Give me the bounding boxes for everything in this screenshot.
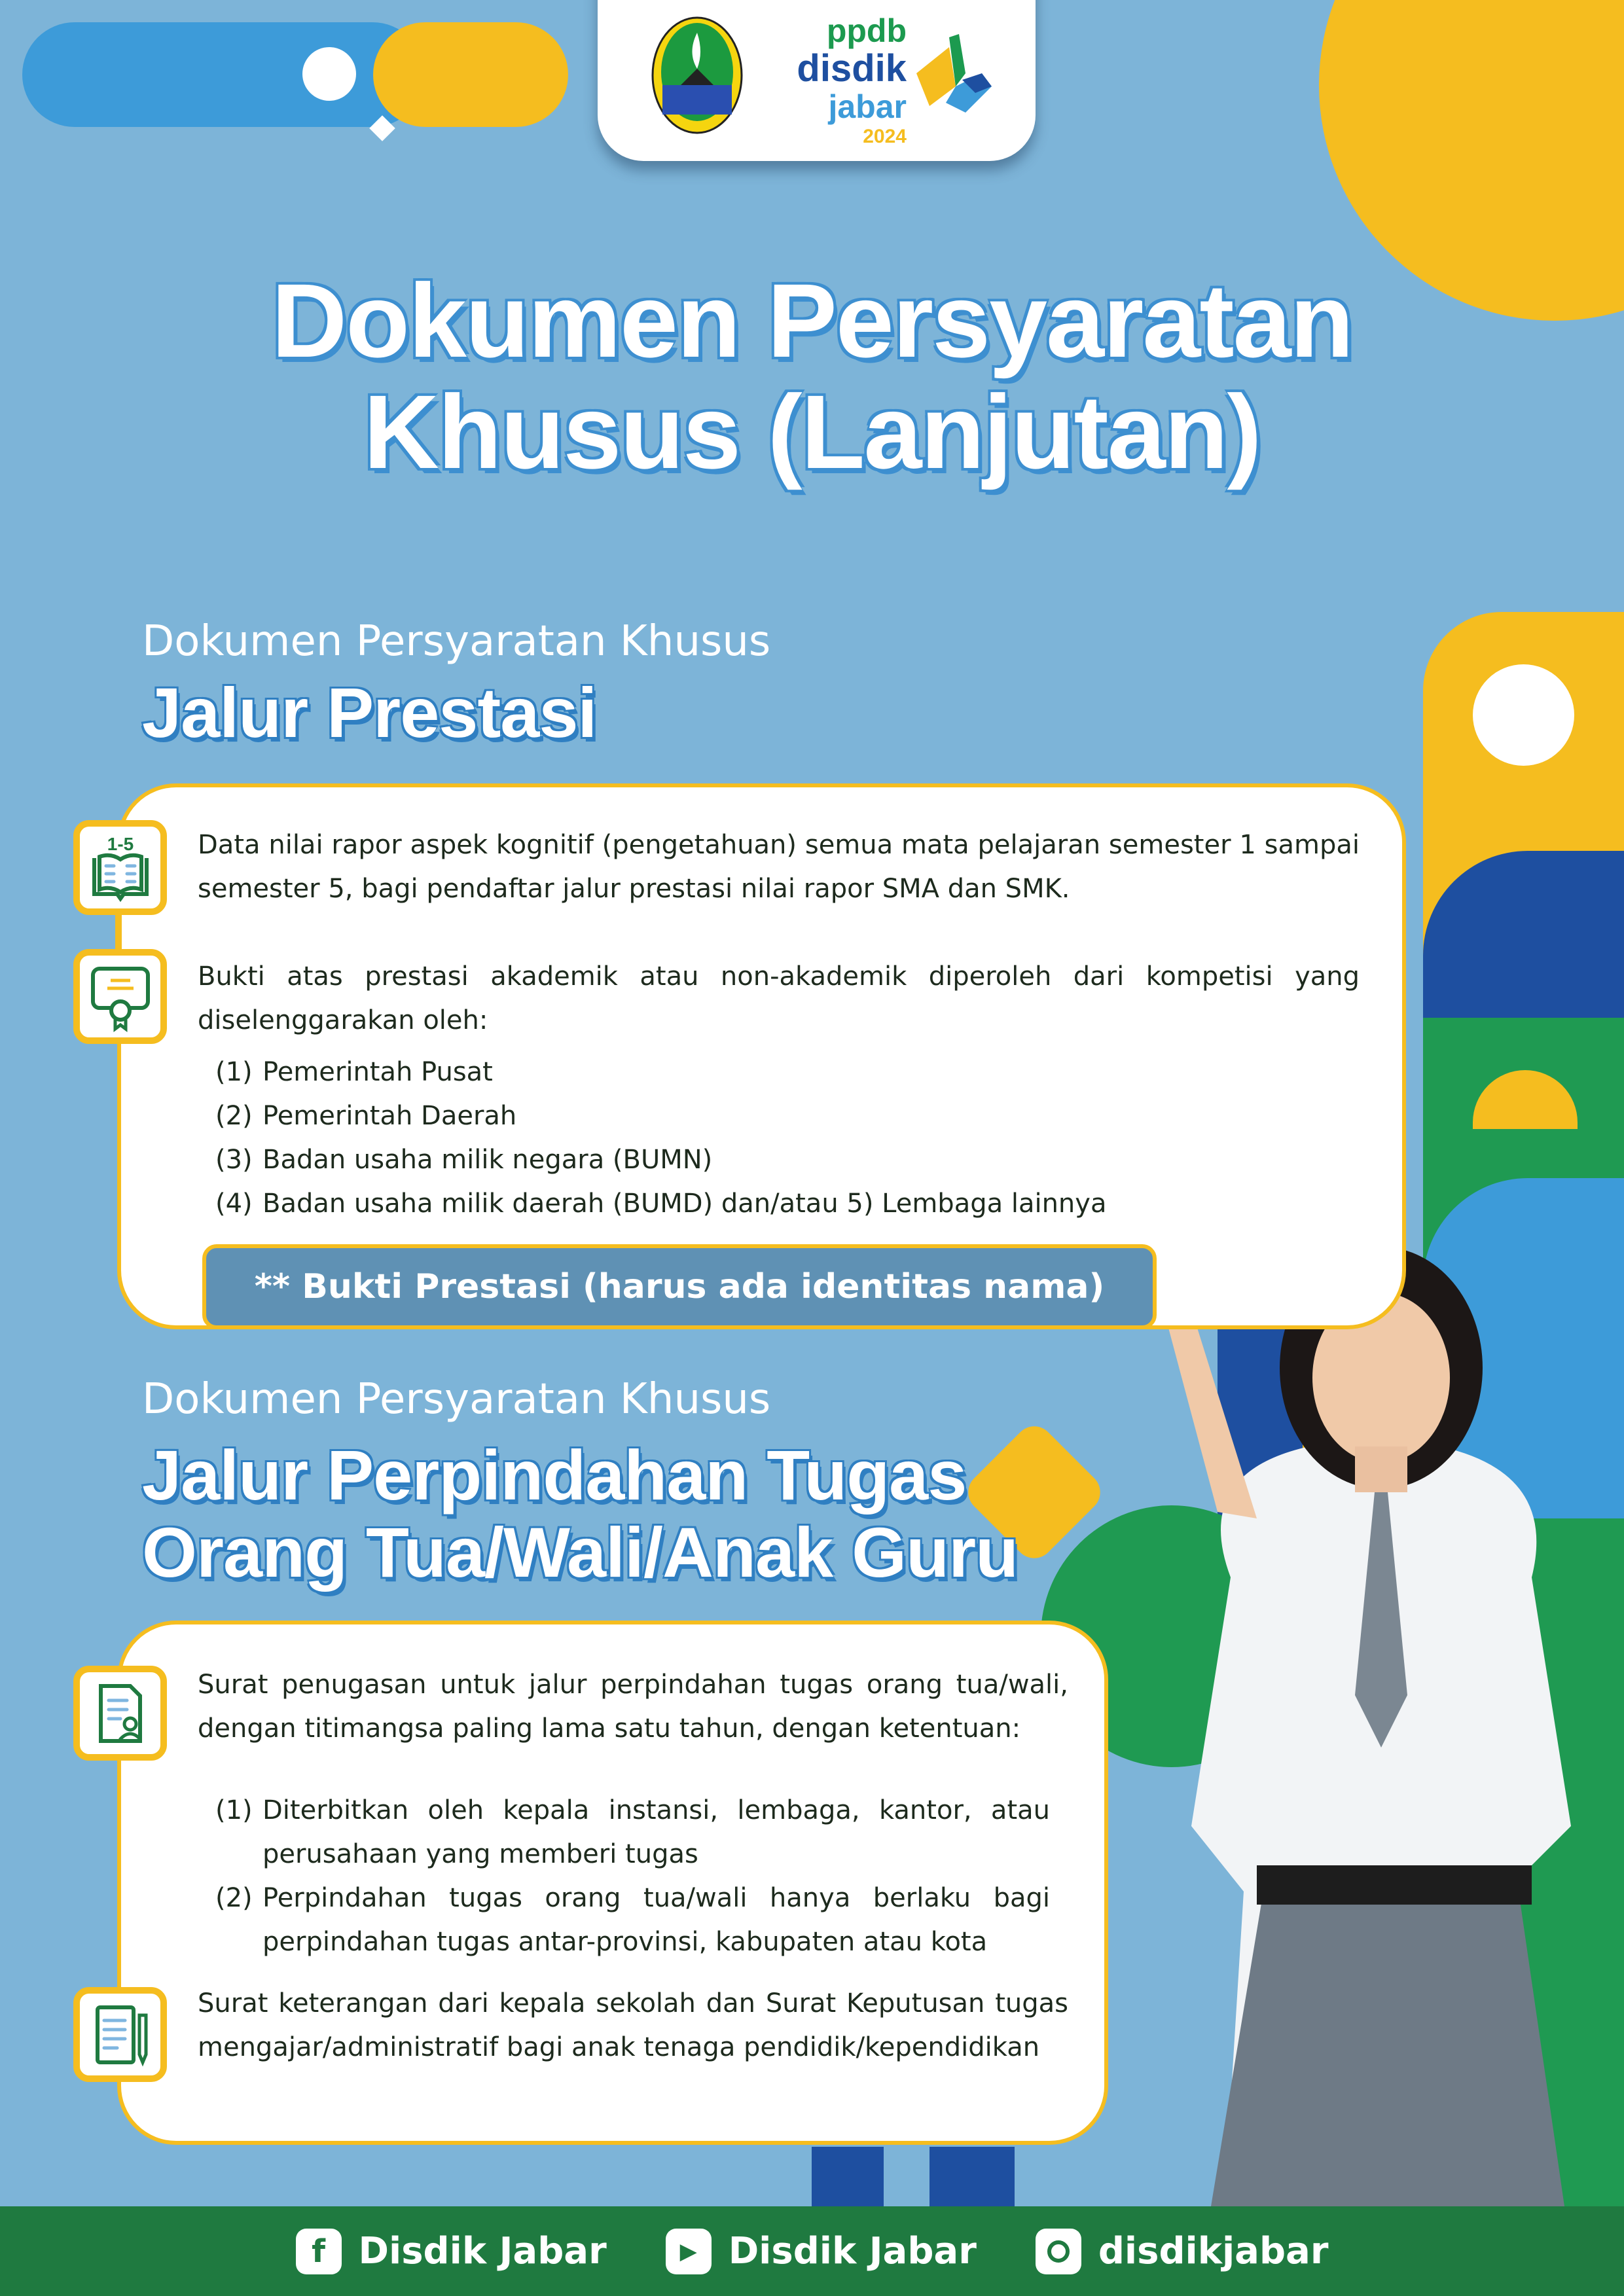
list-text-line2: perpindahan tugas antar-provinsi, kabupaten atau kota — [262, 1927, 988, 1957]
ppdb-logo — [795, 14, 992, 152]
deco-bottom-blocks — [812, 2147, 884, 2212]
deco-yellow-pill — [373, 22, 568, 127]
instagram-label: disdikjabar — [1098, 2230, 1329, 2272]
student-photo — [1113, 1237, 1624, 2206]
section1-item2-line2: diselenggarakan oleh: — [198, 1005, 488, 1035]
list-number: (2) — [215, 1883, 253, 1913]
logo-jabar-text: jabar — [828, 88, 907, 125]
section1-item2-text — [198, 955, 1360, 1043]
list-text-line2: perusahaan yang memberi tugas — [262, 1839, 698, 1869]
social-footer — [0, 2206, 1624, 2296]
list-text: Badan usaha milik daerah (BUMD) dan/atau 5) Lembaga lainnya — [262, 1189, 1107, 1219]
section2-item2-text — [198, 1982, 1068, 2070]
deco-blue-pill — [22, 22, 425, 127]
section2-heading-line1: Jalur Perpindahan Tugas — [142, 1435, 967, 1515]
facebook-link[interactable] — [296, 2229, 607, 2274]
section2-item2-line1: Surat keterangan dari kepala sekolah dan Surat Keputusan tugas — [198, 1988, 1068, 2018]
facebook-label: Disdik Jabar — [358, 2230, 607, 2272]
list-number: (4) — [215, 1189, 253, 1219]
youtube-label: Disdik Jabar — [728, 2230, 977, 2272]
page-title-line1: Dokumen Persyaratan — [271, 262, 1353, 379]
document-pen-icon — [73, 1987, 167, 2082]
section2-item1-line2: dengan titimangsa paling lama satu tahun, dengan ketentuan: — [198, 1713, 1021, 1744]
list-number: (1) — [215, 1057, 253, 1087]
deco-bottom-blocks-2 — [929, 2147, 1015, 2212]
icon-connector — [115, 913, 122, 952]
section1-item1-line2: semester 5, bagi pendaftar jalur prestasi nilai rapor SMA dan SMK. — [198, 874, 1070, 904]
list-text-line1: Perpindahan tugas orang tua/wali hanya berlaku bagi — [262, 1883, 1050, 1913]
section2-item1-text — [198, 1663, 1068, 1751]
list-text: Badan usaha milik negara (BUMN) — [262, 1145, 713, 1175]
list-item — [215, 1789, 1050, 1876]
section1-item2-line1: Bukti atas prestasi akademik atau non-akademik diperoleh dari kompetisi yang — [198, 961, 1360, 992]
report-book-icon — [73, 820, 167, 915]
logo-disdik-text: disdik — [797, 47, 907, 90]
youtube-icon: ▶ — [666, 2229, 712, 2274]
page-title-line2: Khusus (Lanjutan) — [363, 373, 1261, 490]
section1-organizer-list — [215, 1050, 1328, 1227]
proof-note-banner: ** Bukti Prestasi (harus ada identitas nama) — [202, 1244, 1157, 1329]
list-text: Pemerintah Pusat — [262, 1057, 493, 1087]
list-number: (2) — [215, 1101, 253, 1131]
logo-ppdb-text: ppdb — [826, 12, 907, 49]
deco-white-circle — [302, 47, 356, 101]
section1-subtitle: Dokumen Persyaratan Khusus — [142, 617, 771, 666]
icon-label-text: 1-5 — [107, 833, 134, 854]
list-number: (3) — [215, 1145, 253, 1175]
section1-item1-line1: Data nilai rapor aspek kognitif (pengetahuan) semua mata pelajaran semester 1 sampai — [198, 830, 1360, 860]
youtube-link[interactable] — [666, 2229, 977, 2274]
section1-item1-text — [198, 823, 1360, 911]
section2-item1-line1: Surat penugasan untuk jalur perpindahan tugas orang tua/wali, — [198, 1670, 1068, 1700]
list-item — [215, 1876, 1050, 1964]
section2-condition-list — [215, 1789, 1050, 1965]
section2-subtitle: Dokumen Persyaratan Khusus — [142, 1375, 771, 1424]
certificate-icon — [73, 949, 167, 1044]
west-java-seal-logo — [648, 13, 746, 144]
facebook-icon: f — [296, 2229, 342, 2274]
list-number: (1) — [215, 1795, 253, 1825]
instagram-icon — [1036, 2229, 1081, 2274]
logo-year-text: 2024 — [863, 126, 907, 147]
section2-item2-line2: mengajar/administratif bagi anak tenaga pendidik/kependidikan — [198, 2032, 1040, 2062]
list-text-line1: Diterbitkan oleh kepala instansi, lembaga, kantor, atau — [262, 1795, 1050, 1825]
assignment-letter-icon — [73, 1666, 167, 1761]
section2-heading-line2: Orang Tua/Wali/Anak Guru — [142, 1513, 1019, 1592]
instagram-link[interactable] — [1036, 2229, 1329, 2274]
section1-heading: Jalur Prestasi — [142, 673, 597, 752]
deco-right-circle — [1473, 664, 1574, 766]
list-text: Pemerintah Daerah — [262, 1101, 517, 1131]
